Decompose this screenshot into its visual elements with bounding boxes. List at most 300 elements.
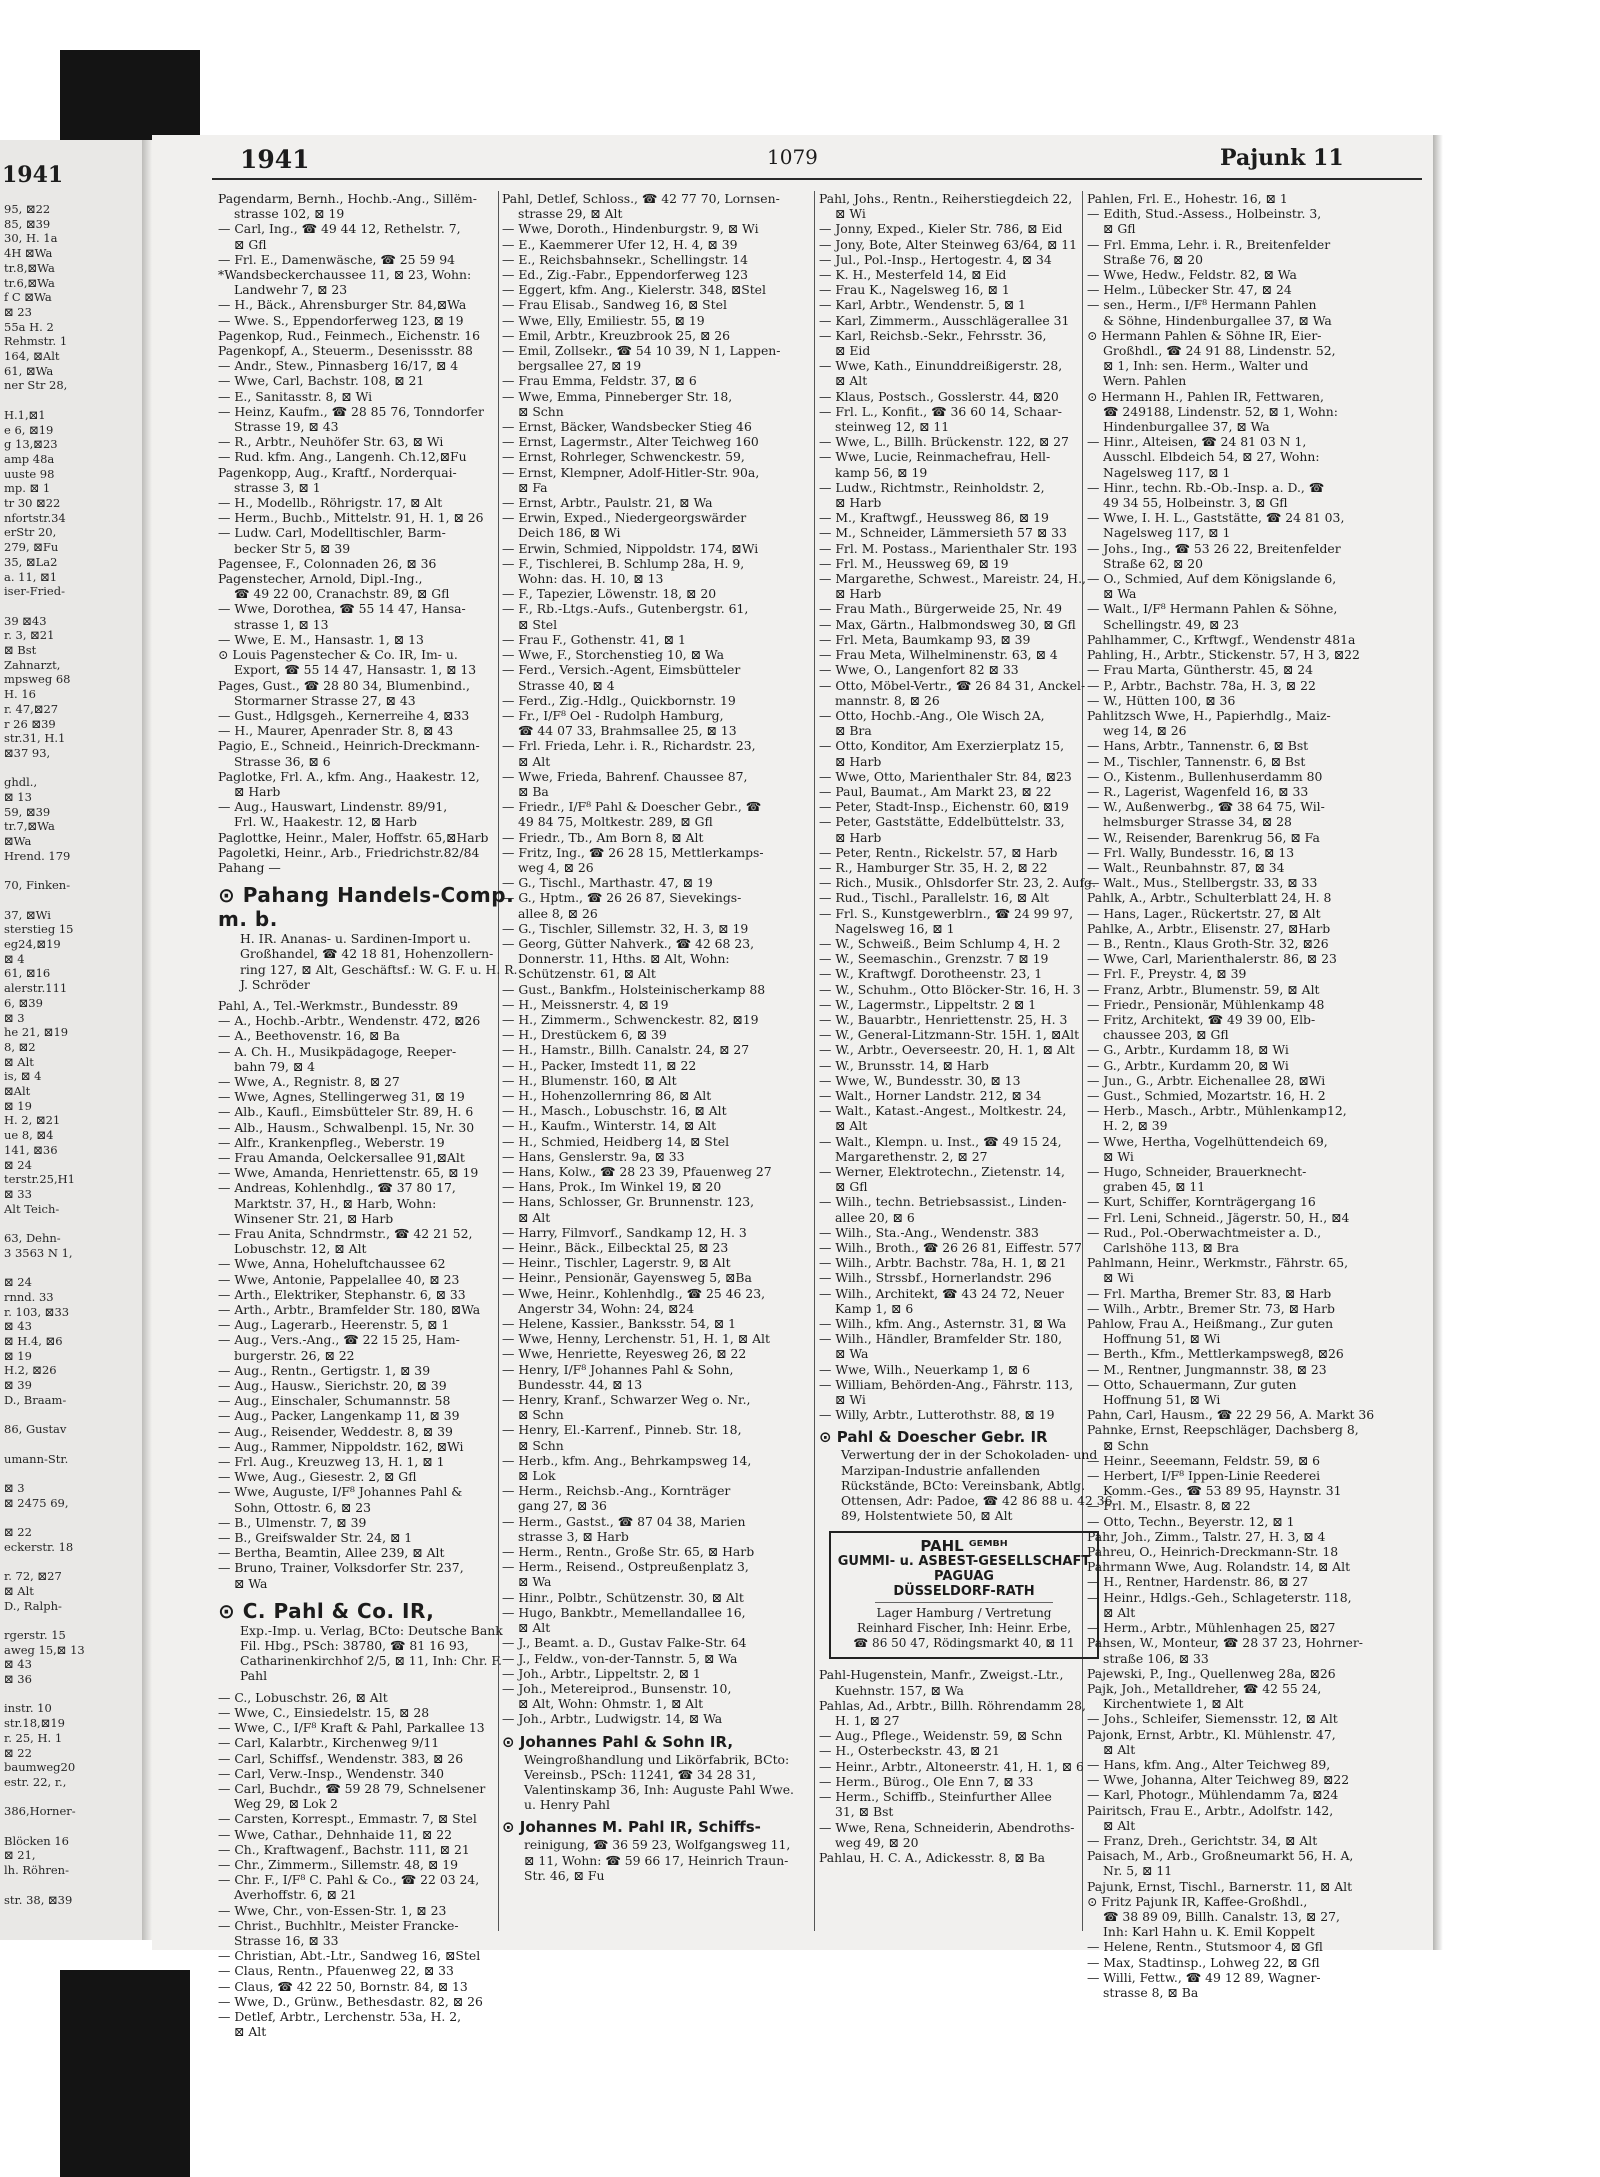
directory-entry: ⊠ Wi [1103, 1148, 1134, 1164]
left-page-line: H.2, ⊠26 [4, 1363, 57, 1378]
directory-entry: H. 1, ⊠ 27 [835, 1713, 900, 1729]
directory-entry: — Wilh., Sta.-Ang., Wendenstr. 383 [819, 1224, 1039, 1240]
directory-entry: — Friedr., Pensionär, Mühlenkamp 48 [1087, 996, 1325, 1012]
directory-entry: — W., Arbtr., Oeverseestr. 20, H. 1, ⊠ Alt [819, 1042, 1075, 1058]
directory-entry: Pagenkopf, A., Steuerm., Desenissstr. 88 [218, 343, 473, 359]
directory-entry: helmsburger Strasse 34, ⊠ 28 [1103, 814, 1292, 830]
directory-entry: — H., Masch., Lobuschstr. 16, ⊠ Alt [502, 1103, 727, 1119]
firm-advert [819, 1428, 1119, 1523]
directory-entry: — Hans, Prok., Im Winkel 19, ⊠ 20 [502, 1179, 722, 1195]
directory-entry: — Alb., Hausm., Schwalbenpl. 15, Nr. 30 [218, 1119, 475, 1135]
directory-entry: — Hinr., Polbtr., Schützenstr. 30, ⊠ Alt [502, 1589, 744, 1605]
left-page-line: str.31, H.1 [4, 731, 66, 746]
advert-line: DÜSSELDORF-RATH [893, 1584, 1035, 1600]
directory-entry: weg 4, ⊠ 26 [518, 859, 594, 875]
directory-entry: — Carl, Kalarbtr., Kirchenweg 9/11 [218, 1735, 440, 1751]
directory-entry: — Alfr., Krankenpfleg., Weberstr. 19 [218, 1134, 445, 1150]
directory-entry: — Wwe, Emma, Pinneberger Str. 18, [502, 388, 733, 404]
directory-entry: ⊠ Alt [835, 1118, 868, 1134]
directory-entry: Wern. Pahlen [1103, 373, 1187, 389]
directory-entry: ⊙ Hermann H., Pahlen IR, Fettwaren, [1087, 388, 1324, 404]
directory-entry: & Söhne, Hindenburgallee 37, ⊠ Wa [1103, 312, 1332, 328]
left-page-line: tr.8,⊠Wa [4, 260, 55, 275]
directory-entry: ⊠ Bra [835, 723, 872, 739]
directory-entry: — Wwe, Antonie, Pappelallee 40, ⊠ 23 [218, 1271, 460, 1287]
directory-entry: — Rud., Tischl., Parallelstr. 16, ⊠ Alt [819, 890, 1049, 906]
left-page-line: H.1,⊠1 [4, 407, 46, 422]
directory-entry: Kirchentwiete 1, ⊠ Alt [1103, 1696, 1244, 1712]
directory-entry: ⊠ Wi [835, 1392, 866, 1408]
directory-entry: ☎ 38 89 09, Billh. Canalstr. 13, ⊠ 27, [1103, 1908, 1340, 1924]
directory-entry: Averhoffstr. 6, ⊠ 21 [234, 1887, 357, 1903]
directory-entry: — K. H., Mesterfeld 14, ⊠ Eid [819, 267, 1007, 283]
directory-entry: — Karl, Reichsb.-Sekr., Fehrsstr. 36, [819, 327, 1047, 343]
directory-entry: — Aug., Packer, Langenkamp 11, ⊠ 39 [218, 1408, 460, 1424]
left-page-line: f C ⊠Wa [4, 290, 52, 305]
directory-entry: — Frau Amanda, Oelckersallee 91,⊠Alt [218, 1149, 465, 1165]
directory-entry: ⊠ Wi [1103, 1270, 1134, 1286]
directory-entry: — Margarethe, Schwest., Mareistr. 24, H., [819, 571, 1086, 587]
directory-entry: — Wwe, Anna, Hoheluftchaussee 62 [218, 1256, 446, 1272]
directory-entry: — H., Schmied, Heidberg 14, ⊠ Stel [502, 1133, 730, 1149]
directory-entry: Paglottke, Heinr., Maler, Hoffstr. 65,⊠Harb [218, 829, 489, 845]
directory-entry: Deich 186, ⊠ Wi [518, 525, 621, 541]
directory-entry: — Aug., Rammer, Nippoldstr. 162, ⊠Wi [218, 1438, 464, 1454]
left-page-line: 4H ⊠Wa [4, 246, 53, 261]
directory-entry: — H., Packer, Imstedt 11, ⊠ 22 [502, 1057, 697, 1073]
directory-entry: — G., Tischler, Sillemstr. 32, H. 3, ⊠ 19 [502, 920, 749, 936]
directory-entry: — Aug., Hauswart, Lindenstr. 89/91, [218, 799, 448, 815]
left-page-line: ⊠ 43 [4, 1319, 32, 1334]
left-page-line: r. 25, H. 1 [4, 1730, 63, 1745]
left-page-line: baumweg20 [4, 1760, 76, 1775]
left-page-line: D., Ralph- [4, 1598, 62, 1613]
directory-entry: ⊠ Alt [518, 753, 551, 769]
directory-entry: — Helene, Rentn., Stutsmoor 4, ⊠ Gfl [1087, 1939, 1323, 1955]
left-page-line: eg24,⊠19 [4, 937, 61, 951]
directory-entry: — Ferd., Zig.-Hdlg., Quickbornstr. 19 [502, 692, 736, 708]
left-page-line: 3 3563 N 1, [4, 1245, 73, 1260]
directory-entry: — Christian, Abt.-Ltr., Sandweg 16, ⊠Stel [218, 1948, 481, 1964]
directory-entry: — Herm., Arbtr., Mühlenhagen 25, ⊠27 [1087, 1620, 1336, 1636]
firm-advert [218, 1599, 518, 1684]
directory-entry: — W., Außenwerbg., ☎ 38 64 75, Wil- [1087, 799, 1325, 815]
directory-entry: — Wwe, Heinr., Kohlenhdlg., ☎ 25 46 23, [502, 1285, 766, 1301]
left-page-line: 279, ⊠Fu [4, 540, 59, 555]
advert-divider [875, 1602, 1053, 1603]
left-page-line: rgerstr. 15 [4, 1627, 66, 1642]
directory-entry: Pahlk, A., Arbtr., Schulterblatt 24, H. 8 [1087, 890, 1332, 906]
directory-entry: ⊠ Fa [518, 479, 548, 495]
directory-entry: — Paul, Baumat., Am Markt 23, ⊠ 22 [819, 783, 1052, 799]
directory-entry: — F., Rb.-Ltgs.-Aufs., Gutenbergstr. 61, [502, 601, 749, 617]
directory-entry: — Otto, Techn., Beyerstr. 12, ⊠ 1 [1087, 1513, 1295, 1529]
firm-details: Weingroßhandlung und Likörfabrik, BCto: Vereinsb., PSch: 11241, ☎ 34 28 31, Valentinskamp 36, Inh: Auguste Pahl Wwe. u. Henry Pahl [524, 1751, 794, 1813]
directory-entry: — W., Lagermstr., Lippeltstr. 2 ⊠ 1 [819, 996, 1037, 1012]
directory-entry: — H., Meissnerstr. 4, ⊠ 19 [502, 996, 669, 1012]
directory-entry: — Aug., Rentn., Gertigstr. 1, ⊠ 39 [218, 1362, 431, 1378]
directory-entry: *Wandsbeckerchaussee 11, ⊠ 23, Wohn: [218, 267, 472, 283]
directory-entry: — sen., Herm., I/F⁸ Hermann Pahlen [1087, 297, 1317, 313]
directory-entry: — Henry, El.-Karrenf., Pinneb. Str. 18, [502, 1422, 742, 1438]
directory-entry: — Frau Elisab., Sandweg 16, ⊠ Stel [502, 297, 727, 313]
firm-advert [502, 1733, 802, 1813]
directory-entry: — P., Arbtr., Bachstr. 78a, H. 3, ⊠ 22 [1087, 677, 1316, 693]
directory-entry: graben 45, ⊠ 11 [1103, 1179, 1206, 1195]
directory-entry: Lobuschstr. 12, ⊠ Alt [234, 1241, 367, 1257]
directory-entry: — Eggert, kfm. Ang., Kielerstr. 348, ⊠Stel [502, 282, 766, 298]
left-page-line: ⊠ 13 [4, 790, 32, 804]
directory-entry: H. 2, ⊠ 39 [1103, 1118, 1168, 1134]
directory-entry: — H., Drestückem 6, ⊠ 39 [502, 1027, 667, 1043]
left-page-line: ⊠ Alt [4, 1583, 34, 1598]
left-page-line: 86, Gustav [4, 1422, 67, 1437]
directory-entry: — Wwe, Carl, Marienthalerstr. 86, ⊠ 23 [1087, 951, 1337, 967]
directory-entry: — H., Modellb., Röhrigstr. 17, ⊠ Alt [218, 495, 443, 511]
directory-entry: — Aug., Vers.-Ang., ☎ 22 15 25, Ham- [218, 1332, 460, 1348]
directory-entry: — Walt., Klempn. u. Inst., ☎ 49 15 24, [819, 1133, 1062, 1149]
directory-entry: — Frl. Emma, Lehr. i. R., Breitenfelder [1087, 236, 1331, 252]
directory-entry: ⊙ Hermann Pahlen & Söhne IR, Eier- [1087, 327, 1322, 343]
directory-entry: — Wwe, Dorothea, ☎ 55 14 47, Hansa- [218, 601, 466, 617]
directory-entry: Hindenburgallee 37, ⊠ Wa [1103, 419, 1270, 435]
directory-entry: ⊠ Alt, Wohn: Ohmstr. 1, ⊠ Alt [518, 1696, 704, 1712]
directory-entry: — Heinr., Pensionär, Gayensweg 5, ⊠Ba [502, 1270, 752, 1286]
directory-entry: — E., Kaemmerer Ufer 12, H. 4, ⊠ 39 [502, 236, 738, 252]
directory-entry: — Wwe, Auguste, I/F⁸ Johannes Pahl & [218, 1484, 463, 1500]
left-page-line: ⊠ 19 [4, 1348, 32, 1363]
left-page-line: Blöcken 16 [4, 1833, 69, 1848]
directory-entry: — Ed., Zig.-Fabr., Eppendorferweg 123 [502, 267, 749, 283]
left-page-line: 59, ⊠39 [4, 804, 51, 819]
directory-entry: Nagelsweg 117, ⊠ 1 [1103, 525, 1231, 541]
directory-entry: Pahnke, Ernst, Reepschläger, Dachsberg 8, [1087, 1422, 1359, 1438]
directory-entry: — Wwe, A., Regnistr. 8, ⊠ 27 [218, 1073, 400, 1089]
directory-entry: — William, Behörden-Ang., Fährstr. 113, [819, 1376, 1074, 1392]
directory-entry: — W., Schuhm., Otto Blöcker-Str. 16, H. 3 [819, 981, 1081, 997]
directory-entry: — Erwin, Schmied, Nippoldstr. 174, ⊠Wi [502, 540, 759, 556]
directory-entry: strasse 3, ⊠ Harb [518, 1528, 629, 1544]
left-page-fragment [0, 140, 150, 1940]
directory-entry: — A. Ch. H., Musikpädagoge, Reeper- [218, 1043, 457, 1059]
directory-entry: ⊠ Harb [835, 753, 882, 769]
directory-entry: ⊠ Alt [1103, 1817, 1136, 1833]
directory-entry: Inh: Karl Hahn u. K. Emil Koppelt [1103, 1924, 1315, 1940]
directory-entry: — Peter, Rentn., Rickelstr. 57, ⊠ Harb [819, 844, 1058, 860]
directory-column-1 [218, 191, 518, 2040]
left-page-line: mpsweg 68 [4, 672, 71, 687]
firm-details: Exp.-Imp. u. Verlag, BCto: Deutsche Bank Fil. Hbg., PSch: 38780, ☎ 81 16 93, Catharinenkirchhof 2/5, ⊠ 11, Inh: Chr. F. Pahl [240, 1622, 503, 1684]
left-page-line: 164, ⊠Alt [4, 349, 60, 363]
directory-entry: — Hugo, Bankbtr., Memellandallee 16, [502, 1604, 746, 1620]
left-page-line: H. 16 [4, 687, 36, 702]
directory-entry: — Ludw. Carl, Modelltischler, Barm- [218, 525, 446, 541]
directory-entry: mannstr. 8, ⊠ 26 [835, 692, 940, 708]
left-page-line: amp 48a [4, 451, 55, 466]
directory-entry: — Rud., Pol.-Oberwachtmeister a. D., [1087, 1224, 1322, 1240]
directory-entry: Pagenkop, Rud., Feinmech., Eichenstr. 16 [218, 327, 481, 343]
directory-entry: Stormarner Strasse 27, ⊠ 43 [234, 692, 416, 708]
page-number: 1079 [767, 145, 818, 169]
directory-entry: — Herm., Reichsb.-Ang., Kornträger [502, 1483, 731, 1499]
directory-entry: — Frl. E., Damenwäsche, ☎ 25 59 94 [218, 251, 455, 267]
left-page-line: tr.6,⊠Wa [4, 275, 55, 290]
directory-entry: — Ludw., Richtmstr., Reinholdstr. 2, [819, 479, 1045, 495]
left-page-line: ⊠ 22 [4, 1525, 32, 1539]
left-page-line: sterstieg 15 [4, 922, 74, 937]
directory-entry: — Jul., Pol.-Insp., Hertogestr. 4, ⊠ 34 [819, 251, 1052, 267]
directory-entry: — Willi, Fettw., ☎ 49 12 89, Wagner- [1087, 1969, 1321, 1985]
left-page-line: ⊠ 4 [4, 951, 25, 966]
directory-entry: Pairitsch, Frau E., Arbtr., Adolfstr. 142, [1087, 1802, 1334, 1818]
directory-entry: — Walt., Horner Landstr. 212, ⊠ 34 [819, 1087, 1042, 1103]
left-page-line: ⊠ 24 [4, 1157, 32, 1172]
directory-entry: — Heinr., Seeemann, Feldstr. 59, ⊠ 6 [1087, 1452, 1321, 1468]
directory-entry: strasse 3, ⊠ 1 [234, 479, 321, 495]
directory-entry: Pagenkopp, Aug., Kraftf., Norderquai- [218, 464, 457, 480]
directory-entry: — Andreas, Kohlenhdlg., ☎ 37 80 17, [218, 1180, 456, 1196]
column-rule [814, 191, 815, 1931]
directory-entry: — Wwe, Cathar., Dehnhaide 11, ⊠ 22 [218, 1826, 452, 1842]
directory-entry: — Claus, Rentn., Pfauenweg 22, ⊠ 33 [218, 1963, 454, 1979]
directory-entry: ⊠ Harb [835, 495, 882, 511]
directory-entry: ⊠ Schn [518, 1407, 564, 1423]
directory-entry: — Frl. Martha, Bremer Str. 83, ⊠ Harb [1087, 1285, 1332, 1301]
directory-entry: — Ernst, Rohrleger, Schwenckestr. 59, [502, 449, 745, 465]
directory-entry: — Hans, Schlosser, Gr. Brunnenstr. 123, [502, 1194, 755, 1210]
directory-entry: — Wwe, Hedw., Feldstr. 82, ⊠ Wa [1087, 267, 1297, 283]
directory-entry: ⊠ Schn [518, 1437, 564, 1453]
directory-entry: Pahl, A., Tel.-Werkmstr., Bundesstr. 89 [218, 997, 458, 1013]
directory-entry: Strasse 19, ⊠ 43 [234, 419, 339, 435]
advert-line: Reinhard Fischer, Inh: Heinr. Erbe, [856, 1621, 1072, 1636]
directory-entry: — Hans, Arbtr., Tannenstr. 6, ⊠ Bst [1087, 738, 1309, 754]
left-page-line: ⊠ H.4, ⊠6 [4, 1333, 63, 1348]
directory-entry: — Wilh., Strssbf., Hornerlandstr. 296 [819, 1270, 1052, 1286]
left-page-line: instr. 10 [4, 1701, 52, 1716]
left-page-line: ue 8, ⊠4 [4, 1128, 54, 1143]
directory-entry: Schellingstr. 49, ⊠ 23 [1103, 616, 1240, 632]
directory-entry: ⊠ Schn [1103, 1437, 1149, 1453]
left-page-line: ner Str 28, [4, 378, 68, 393]
directory-entry: — Aug., Einschaler, Schumannstr. 58 [218, 1393, 451, 1409]
directory-entry: Pahlmann, Heinr., Werkmstr., Fährstr. 65, [1087, 1255, 1349, 1271]
directory-entry: — Franz, Dreh., Gerichtstr. 34, ⊠ Alt [1087, 1832, 1318, 1848]
directory-entry: — Carl, Verw.-Insp., Wendenstr. 340 [218, 1765, 444, 1781]
directory-entry: — Friedr., I/F⁸ Pahl & Doescher Gebr., ☎ [502, 799, 762, 815]
directory-entry: Strasse 16, ⊠ 33 [234, 1932, 339, 1948]
directory-entry: Nagelsweg 16, ⊠ 1 [835, 920, 955, 936]
directory-entry: — Ferd., Versich.-Agent, Eimsbütteler [502, 662, 741, 678]
directory-entry: — O., Schmied, Auf dem Königslande 6, [1087, 571, 1337, 587]
left-page-line: ⊠ 24 [4, 1275, 32, 1290]
running-head: Pajunk 11 [1220, 145, 1344, 171]
directory-entry: Pahlitzsch Wwe, H., Papierhdlg., Maiz- [1087, 707, 1331, 723]
directory-entry: Pahl, Detlef, Schloss., ☎ 42 77 70, Lornsen- [502, 191, 780, 206]
directory-entry: — Johs., Ing., ☎ 53 26 22, Breitenfelder [1087, 540, 1341, 556]
directory-entry: — W., Brunsstr. 14, ⊠ Harb [819, 1057, 989, 1073]
directory-entry: Weg 29, ⊠ Lok 2 [234, 1796, 338, 1812]
directory-entry: Pajk, Joh., Metalldreher, ☎ 42 55 24, [1087, 1680, 1322, 1696]
directory-entry: — Chr. F., I/F⁸ C. Pahl & Co., ☎ 22 03 24, [218, 1872, 480, 1888]
left-page-line: ⊠ Bst [4, 643, 37, 657]
directory-entry: — Frau Marta, Güntherstr. 45, ⊠ 24 [1087, 662, 1313, 678]
directory-column-3 [819, 191, 1119, 1941]
directory-entry: — Wwe, Johanna, Alter Teichweg 89, ⊠22 [1087, 1772, 1350, 1788]
directory-entry: — E., Sanitasstr. 8, ⊠ Wi [218, 388, 373, 404]
directory-entry: ⊠ Alt [518, 1620, 551, 1636]
directory-entry: — Emil, Arbtr., Kreuzbrook 25, ⊠ 26 [502, 327, 731, 343]
left-page-line: erStr 20, [4, 525, 57, 540]
left-page-line: ⊠Alt [4, 1084, 31, 1098]
left-page-line: 30, H. 1a [4, 231, 58, 246]
directory-entry: — Otto, Hochb.-Ang., Ole Wisch 2A, [819, 707, 1045, 723]
directory-entry: — Wwe, Chr., von-Essen-Str. 1, ⊠ 23 [218, 1902, 447, 1918]
directory-entry: — Christ., Buchhltr., Meister Francke- [218, 1917, 459, 1933]
directory-entry: Pahlas, Ad., Arbtr., Billh. Röhrendamm 28, [819, 1697, 1086, 1713]
advert-line: Lager Hamburg / Vertretung [876, 1606, 1052, 1621]
directory-entry: ⊠ Wa [1103, 586, 1137, 602]
directory-entry: — Herm., Schiffb., Steinfurther Allee [819, 1789, 1052, 1805]
directory-entry: — Wwe, Rena, Schneiderin, Abendroths- [819, 1819, 1075, 1835]
directory-entry: — Carl, Buchdr., ☎ 59 28 79, Schnelsener [218, 1780, 486, 1796]
firm-name: ⊙ Johannes M. Pahl IR, Schiffs- [502, 1818, 761, 1837]
left-page-line: r. 47,⊠27 [4, 701, 59, 716]
directory-entry: Kamp 1, ⊠ 6 [835, 1300, 914, 1316]
directory-entry: — Andr., Stew., Pinnasberg 16/17, ⊠ 4 [218, 358, 459, 374]
directory-entry: Nagelsweg 117, ⊠ 1 [1103, 464, 1231, 480]
directory-entry: — Frau Anita, Schndrmstr., ☎ 42 21 52, [218, 1226, 473, 1241]
directory-entry: — H., Kaufm., Winterstr. 14, ⊠ Alt [502, 1118, 717, 1134]
firm-details: reinigung, ☎ 36 59 23, Wolfgangsweg 11, ⊠ 11, Wohn: ☎ 59 66 17, Heinrich Traun-Str. 46, ⊠ Fu [524, 1837, 791, 1883]
directory-entry: — Ernst, Bäcker, Wandsbecker Stieg 46 [502, 419, 752, 435]
left-page-line: 61, ⊠Wa [4, 363, 54, 378]
left-page-line: 95, ⊠22 [4, 202, 51, 216]
directory-entry: Pahn, Carl, Hausm., ☎ 22 29 56, A. Markt 36 [1087, 1407, 1375, 1423]
directory-entry: Pahreu, O., Heinrich-Dreckmann-Str. 18 [1087, 1544, 1339, 1560]
left-page-line: terstr.25,H1 [4, 1172, 75, 1187]
directory-entry: ⊠ Alt [1103, 1604, 1136, 1620]
left-page-line: ⊠ 23 [4, 304, 32, 319]
left-page-line: ⊠ 39 [4, 1378, 32, 1392]
firm-details: H. IR. Ananas- u. Sardinen-Import u. Großhandel, ☎ 42 18 81, Hohenzollern-ring 127, ⊠ Alt, Geschäftsf.: W. G. F. u. H. R. J. Schröder [240, 931, 518, 992]
directory-entry: weg 49, ⊠ 20 [835, 1834, 919, 1850]
directory-entry: — Aug., Lagerarb., Heerenstr. 5, ⊠ 1 [218, 1317, 450, 1333]
directory-entry: — C., Lobuschstr. 26, ⊠ Alt [218, 1689, 388, 1705]
left-page-line: r 26 ⊠39 [4, 716, 56, 731]
scan-border-bottom [60, 1970, 190, 2177]
left-page-line: Alt Teich- [4, 1201, 60, 1216]
directory-entry: — Wwe, Wilh., Neuerkamp 1, ⊠ 6 [819, 1361, 1031, 1377]
directory-entry: strasse 1, ⊠ 13 [234, 616, 329, 632]
directory-entry: — Frl. Frieda, Lehr. i. R., Richardstr. 23, [502, 738, 756, 754]
directory-entry: — Frl. S., Kunstgewerblrn., ☎ 24 99 97, [819, 905, 1074, 921]
left-page-line: tr.7,⊠Wa [4, 819, 55, 834]
directory-entry: — Gust., Schmied, Mozartstr. 16, H. 2 [1087, 1087, 1326, 1103]
directory-entry: — Wwe, I. H. L., Gaststätte, ☎ 24 81 03, [1087, 510, 1345, 526]
directory-entry: Winsener Str. 21, ⊠ Harb [234, 1210, 394, 1226]
directory-entry: — Jun., G., Arbtr. Eichenallee 28, ⊠Wi [1087, 1072, 1326, 1088]
directory-entry: Pahlau, H. C. A., Adickesstr. 8, ⊠ Ba [819, 1849, 1046, 1865]
directory-entry: ⊠ Wa [234, 1575, 268, 1591]
directory-entry: — Wwe, C., I/F⁸ Kraft & Pahl, Parkallee 13 [218, 1720, 485, 1736]
left-page-line: a. 11, ⊠1 [4, 569, 58, 584]
directory-entry: — Heinz, Kaufm., ☎ 28 85 76, Tonndorfer [218, 403, 484, 419]
directory-entry: strasse 102, ⊠ 19 [234, 206, 345, 222]
directory-entry: — Carsten, Korrespt., Emmastr. 7, ⊠ Stel [218, 1811, 477, 1827]
directory-entry: Pagio, E., Schneid., Heinrich-Dreckmann- [218, 738, 480, 754]
advert-line: PAHL ᴳᴱᴹᴮᴴ [920, 1537, 1008, 1556]
directory-entry: ⊠ 1, Inh: sen. Herm., Walter und [1103, 358, 1309, 374]
directory-entry: — G., Arbtr., Kurdamm 20, ⊠ Wi [1087, 1057, 1289, 1073]
left-page-line: iser-Fried- [4, 584, 65, 599]
left-page-line: e 6, ⊠19 [4, 422, 54, 437]
directory-entry: — Walt., I/F⁸ Hermann Pahlen & Söhne, [1087, 601, 1338, 617]
directory-entry: — Fr., I/F⁸ Oel - Rudolph Hamburg, [502, 707, 724, 723]
directory-entry: — Georg, Gütter Nahverk., ☎ 42 68 23, [502, 935, 755, 951]
left-page-line: ⊠ 3 [4, 1480, 25, 1495]
advert-line: PAGUAG [934, 1569, 994, 1585]
directory-entry: — Frl. Leni, Schneid., Jägerstr. 50, H., ⊠4 [1087, 1209, 1350, 1225]
directory-entry: ⊠ Ba [518, 783, 549, 799]
firm-name: ⊙ Johannes Pahl & Sohn IR, [502, 1732, 734, 1751]
left-page-line: ⊠Wa [4, 834, 32, 849]
directory-entry: ⊠ Harb [835, 586, 882, 602]
directory-entry: — Hugo, Schneider, Brauerknecht- [1087, 1164, 1307, 1179]
directory-entry: — Gust., Hdlgsgeh., Kernerreihe 4, ⊠33 [218, 707, 470, 723]
directory-entry: — Frau K., Nagelsweg 16, ⊠ 1 [819, 282, 1010, 298]
left-page-line: str.18,⊠19 [4, 1716, 65, 1731]
directory-entry: — Jony, Bote, Alter Steinweg 63/64, ⊠ 11 [819, 236, 1078, 252]
directory-entry: Pagensee, F., Colonnaden 26, ⊠ 36 [218, 555, 437, 571]
directory-entry: — R., Hamburger Str. 35, H. 2, ⊠ 22 [819, 859, 1048, 875]
firm-advert [218, 883, 518, 992]
directory-entry: allee 8, ⊠ 26 [518, 905, 598, 921]
directory-entry: Paglotke, Frl. A., kfm. Ang., Haakestr. 12, [218, 768, 480, 784]
directory-entry: — Walt., Reunbahnstr. 87, ⊠ 34 [1087, 859, 1285, 875]
directory-entry: — H., Bäck., Ahrensburger Str. 84,⊠Wa [218, 297, 467, 313]
directory-entry: — Otto, Konditor, Am Exerzierplatz 15, [819, 738, 1065, 754]
left-page-line: ⊠37 93, [4, 745, 51, 760]
left-page-line: lh. Röhren- [4, 1863, 69, 1878]
directory-entry: — G., Arbtr., Kurdamm 18, ⊠ Wi [1087, 1042, 1289, 1058]
directory-entry: — R., Arbtr., Neuhöfer Str. 63, ⊠ Wi [218, 434, 444, 450]
left-page-line: ⊠ 2475 69, [4, 1495, 69, 1510]
directory-entry: ⊠ Gfl [835, 1179, 868, 1195]
left-page-line: ⊠ 22 [4, 1745, 32, 1760]
directory-entry: — Frl. Meta, Baumkamp 93, ⊠ 39 [819, 631, 1031, 647]
left-page-line: D., Braam- [4, 1392, 67, 1407]
directory-entry: Wohn: das. H. 10, ⊠ 13 [518, 571, 664, 587]
directory-entry: — W., Schweiß., Beim Schlump 4, H. 2 [819, 935, 1061, 951]
directory-entry: ⊠ Eid [835, 343, 871, 359]
page-edge [1433, 135, 1443, 1950]
directory-entry: — Wwe, Aug., Giesestr. 2, ⊠ Gfl [218, 1469, 417, 1485]
left-page-line: ⊠ 36 [4, 1672, 32, 1686]
left-page-line: tr 30 ⊠22 [4, 496, 61, 510]
directory-entry: — Carl, Ing., ☎ 49 44 12, Rethelstr. 7, [218, 221, 461, 237]
directory-entry: — Frl. M. Postass., Marienthaler Str. 193 [819, 540, 1078, 556]
directory-entry: ⊙ Louis Pagenstecher & Co. IR, Im- u. [218, 647, 458, 663]
directory-entry: strasse 8, ⊠ Ba [1103, 1984, 1199, 2000]
directory-entry: 49 84 75, Moltkestr. 289, ⊠ Gfl [518, 814, 713, 830]
boxed-advert [829, 1531, 1099, 1659]
directory-entry: — M., Rentner, Jungmannstr. 38, ⊠ 23 [1087, 1361, 1327, 1377]
directory-entry: ☎ 49 22 00, Cranachstr. 89, ⊠ Gfl [234, 586, 450, 602]
directory-entry: Landwehr 7, ⊠ 23 [234, 282, 348, 298]
directory-entry: — Otto, Möbel-Vertr., ☎ 26 84 31, Anckel- [819, 677, 1086, 693]
left-page-line: Hrend. 179 [4, 848, 71, 863]
